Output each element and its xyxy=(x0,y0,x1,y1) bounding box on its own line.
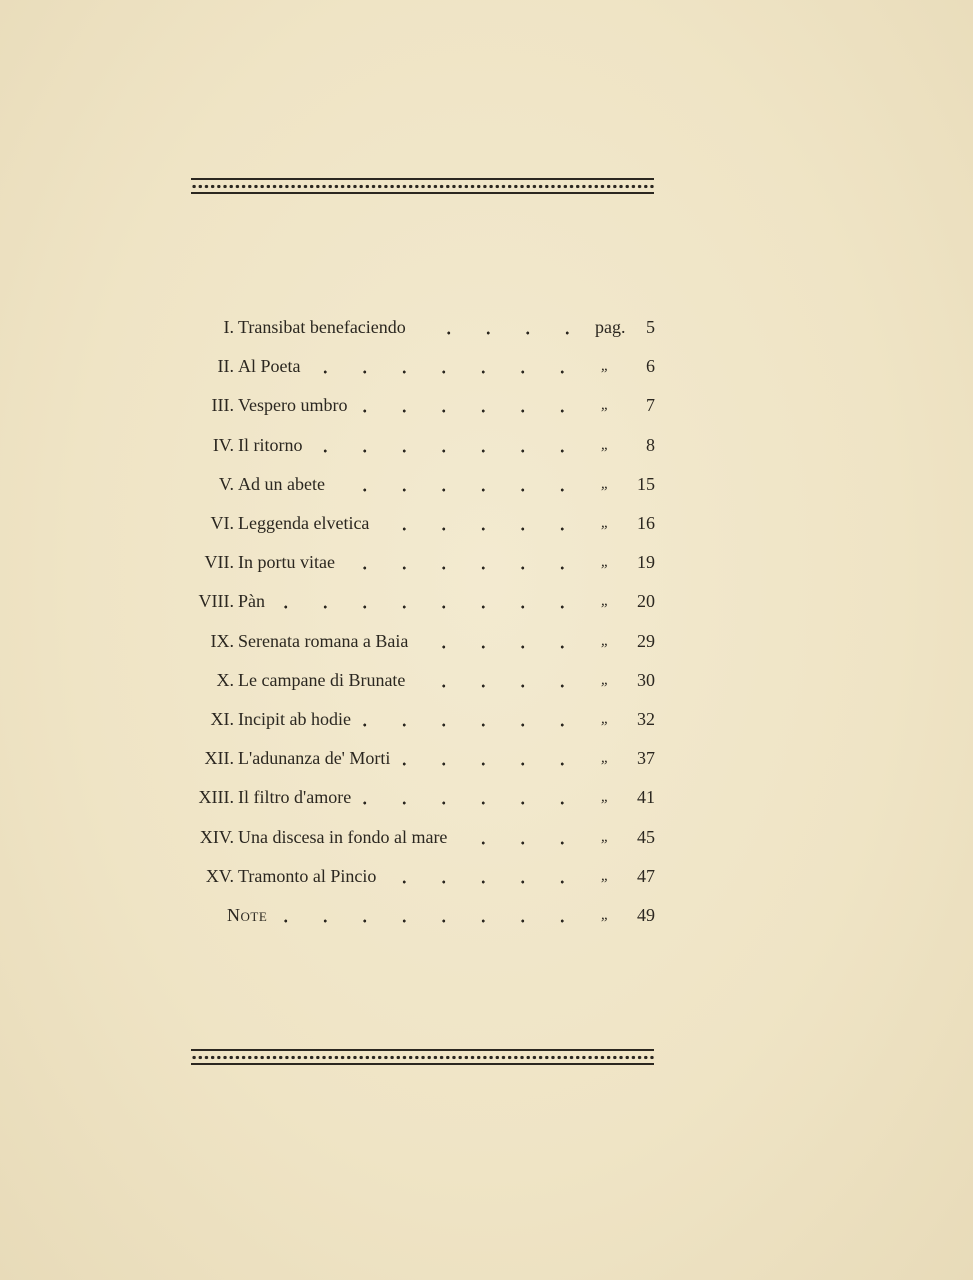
toc-leader-dots xyxy=(357,390,582,420)
toc-page-mark: „ xyxy=(600,789,610,806)
toc-leader-dots xyxy=(416,312,587,342)
toc-entry xyxy=(0,390,973,420)
toc-page-number: 37 xyxy=(637,748,655,769)
toc-entry xyxy=(0,900,973,930)
toc-entry-number: V. xyxy=(218,473,234,494)
bottom-ornamental-rule xyxy=(191,1049,654,1067)
toc-page-mark: „ xyxy=(600,632,610,649)
toc-page-number: 7 xyxy=(646,395,655,416)
toc-entry-number: VII. xyxy=(204,552,234,573)
toc-entry xyxy=(0,351,973,381)
toc-page-mark: „ xyxy=(600,358,610,375)
toc-page-number: 29 xyxy=(637,630,655,651)
toc-entry-title: Le campane di Brunate xyxy=(238,669,406,690)
toc-entry-title: Il ritorno xyxy=(238,434,303,455)
toc-entry-title: In portu vitae xyxy=(238,552,335,573)
toc-entry-number: VI. xyxy=(210,513,234,533)
toc-entry-title: Transibat benefaciendo xyxy=(238,317,406,337)
rule-dots xyxy=(191,1055,654,1060)
toc-entry-title: Al Poeta xyxy=(238,356,301,377)
toc-page-number: 6 xyxy=(646,356,655,377)
toc-leader-dots xyxy=(400,743,582,773)
toc-leader-dots xyxy=(415,665,582,695)
toc-leader-dots xyxy=(457,822,582,852)
toc-page-number: 32 xyxy=(637,709,655,729)
toc-entry xyxy=(0,704,973,734)
toc-leader-dots xyxy=(277,900,582,930)
toc-page-number: 41 xyxy=(637,787,655,808)
toc-leader-dots xyxy=(313,430,582,460)
toc-entry-number: X. xyxy=(216,669,234,690)
toc-entry-title: Tramonto al Pincio xyxy=(238,865,377,886)
toc-entry xyxy=(0,547,973,577)
toc-entry-number: XV. xyxy=(205,865,234,886)
toc-page-mark: „ xyxy=(600,907,610,923)
toc-page-mark: „ xyxy=(600,554,610,571)
toc-entry-title: Leggenda elvetica xyxy=(238,513,370,533)
toc-entry xyxy=(0,743,973,773)
toc-page-mark: „ xyxy=(600,397,610,414)
toc-page-mark: „ xyxy=(600,515,610,531)
toc-leader-dots xyxy=(386,861,582,891)
toc-entry-title: L'adunanza de' Morti xyxy=(238,748,391,769)
toc-entry-title: Vespero umbro xyxy=(238,395,348,416)
toc-page-mark: „ xyxy=(600,593,610,610)
toc-entry xyxy=(0,861,973,891)
toc-entry-title: Serenata romana a Baia xyxy=(238,630,409,651)
toc-entry-number: IV. xyxy=(212,434,234,455)
toc-entry-title: Il filtro d'amore xyxy=(238,787,352,808)
toc-entry-number: XIII. xyxy=(198,787,234,808)
rule-dots xyxy=(191,184,654,189)
toc-page-mark: „ xyxy=(600,750,610,767)
toc-entry-number: III. xyxy=(211,395,234,416)
toc-entry-number: VIII. xyxy=(198,591,234,612)
toc-page-mark: „ xyxy=(600,828,610,845)
toc-entry-number: II. xyxy=(217,356,234,377)
toc-entry xyxy=(0,430,973,460)
toc-page-number: 19 xyxy=(637,552,655,573)
toc-entry xyxy=(0,312,973,342)
toc-page-number: 45 xyxy=(637,826,655,847)
toc-page-number: 49 xyxy=(637,905,655,925)
toc-entry xyxy=(0,665,973,695)
toc-entry-title: Pàn xyxy=(238,591,265,612)
toc-page-mark: „ xyxy=(600,711,610,727)
toc-leader-dots xyxy=(379,508,582,538)
toc-entry-title: Incipit ab hodie xyxy=(238,709,351,729)
toc-page-mark: „ xyxy=(600,867,610,884)
toc-entry xyxy=(0,508,973,538)
toc-leader-dots xyxy=(361,704,582,734)
toc-page-mark: pag. xyxy=(595,317,626,337)
toc-entry-number: I. xyxy=(223,317,234,337)
toc-entry xyxy=(0,469,973,499)
toc-page-number: 47 xyxy=(637,865,655,886)
toc-entry-number: IX. xyxy=(210,630,234,651)
toc-page-number: 8 xyxy=(646,434,655,455)
toc-leader-dots xyxy=(335,469,582,499)
toc-entry-title: Note xyxy=(227,905,268,925)
toc-leader-dots xyxy=(311,351,582,381)
toc-leader-dots xyxy=(361,782,582,812)
toc-entry-number: XII. xyxy=(204,748,234,769)
toc-entry-title: Una discesa in fondo al mare xyxy=(238,826,448,847)
toc-leader-dots xyxy=(418,626,582,656)
rule-line xyxy=(191,192,654,194)
toc-leader-dots xyxy=(275,586,582,616)
toc-entry xyxy=(0,782,973,812)
toc-page-number: 15 xyxy=(637,473,655,494)
toc-page-number: 16 xyxy=(637,513,655,533)
toc-page-mark: „ xyxy=(600,436,610,453)
toc-page-number: 20 xyxy=(637,591,655,612)
toc-page-number: 30 xyxy=(637,669,655,690)
toc-entry-title: Ad un abete xyxy=(238,473,325,494)
toc-entry-number: XIV. xyxy=(199,826,234,847)
rule-line xyxy=(191,1063,654,1065)
toc-leader-dots xyxy=(345,547,582,577)
toc-entry xyxy=(0,822,973,852)
rule-line xyxy=(191,1049,654,1051)
top-ornamental-rule xyxy=(191,178,654,196)
toc-entry xyxy=(0,626,973,656)
toc-page-number: 5 xyxy=(646,317,655,337)
toc-entry xyxy=(0,586,973,616)
toc-page-mark: „ xyxy=(600,671,610,688)
toc-entry-number: XI. xyxy=(210,709,234,729)
rule-line xyxy=(191,178,654,180)
toc-page-mark: „ xyxy=(600,475,610,492)
